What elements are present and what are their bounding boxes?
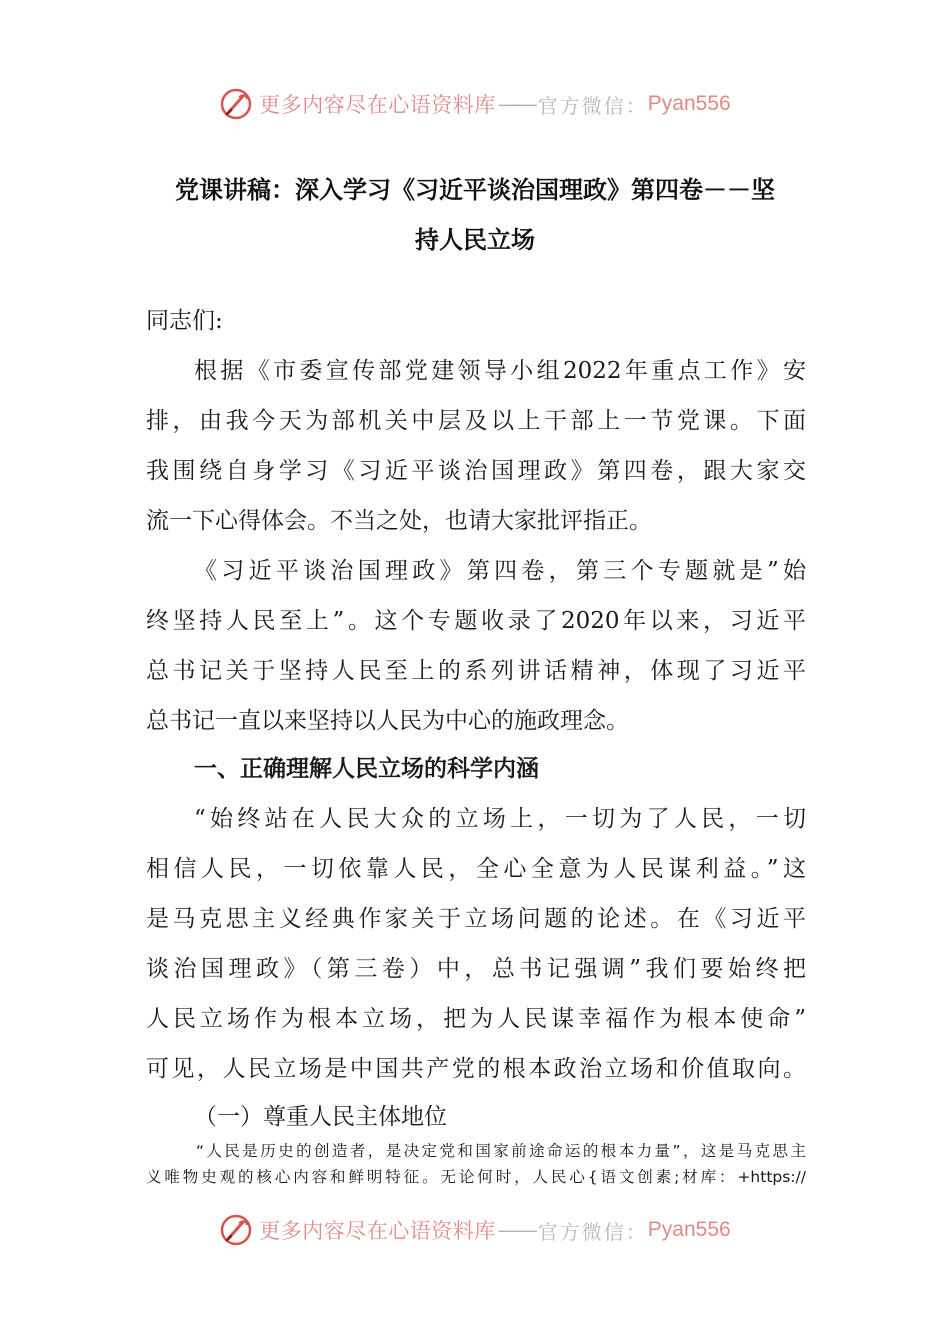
p3-line-4: 谈治国理政》（第三卷）中，总书记强调”我们要始终把 [146,956,806,982]
p1-line-3: 我围绕自身学习《习近平谈治国理政》第四卷，跟大家交 [146,458,806,484]
banner-dash: —— [497,92,536,116]
p2-line-3: 总书记关于坚持人民至上的系列讲话精神，体现了习近平 [146,658,806,684]
banner-wechat-id: Pyan556 [647,92,731,115]
document-title [145,165,805,265]
salutation: 同志们: [146,308,223,334]
p3-line-6: 可见，人民立场是中国共产党的根本政治立场和价值取向。 [146,1056,806,1082]
banner-slogan: 更多内容尽在心语资料库 [259,93,496,117]
p1-line-1: 根据《市委宣传部党建领导小组2022年重点工作》安 [194,358,806,384]
footer-banner [0,1210,950,1250]
pen-logo-icon [219,1213,253,1247]
section-heading-1: 一、正确理解人民立场的科学内涵 [194,756,539,782]
p4-line-2: 义唯物史观的核心内容和鲜明特征。无论何时，人民心{语文创素;材库：+https:// [146,1168,806,1186]
p3-line-1: “始终站在人民大众的立场上，一切为了人民，一切 [194,806,806,832]
title-line-2: 持人民立场 [415,226,535,254]
p4-line-1: “人民是历史的创造者，是决定党和国家前途命运的根本力量”，这是马克思主 [196,1142,806,1160]
p3-line-5: 人民立场作为根本立场，把为人民谋幸福作为根本使命” [146,1006,806,1032]
banner-wechat-id: Pyan556 [647,1218,731,1241]
title-line-1: 党课讲稿：深入学习《习近平谈治国理政》第四卷－－坚 [175,176,775,204]
p2-line-2: 终坚持人民至上”。这个专题收录了2020年以来，习近平 [146,608,806,634]
p3-line-3: 是马克思主义经典作家关于立场问题的论述。在《习近平 [146,906,806,932]
p3-line-2: 相信人民，一切依靠人民，全心全意为人民谋利益。”这 [146,856,806,882]
banner-slogan: 更多内容尽在心语资料库 [259,1219,496,1243]
header-banner [0,84,950,124]
banner-wechat-label: 官方微信： [537,1219,648,1244]
banner-dash: —— [497,1218,536,1242]
p1-line-2: 排，由我今天为部机关中层及以上干部上一节党课。下面 [146,408,806,434]
pen-logo-icon [219,87,253,121]
section-subheading-1: （一）尊重人民主体地位 [194,1104,447,1130]
banner-wechat-label: 官方微信： [537,93,648,118]
p2-line-1: 《习近平谈治国理政》第四卷，第三个专题就是”始 [194,558,806,584]
p1-line-4: 流一下心得体会。不当之处，也请大家批评指正。 [146,508,652,534]
p2-line-4: 总书记一直以来坚持以人民为中心的施政理念。 [146,708,629,734]
